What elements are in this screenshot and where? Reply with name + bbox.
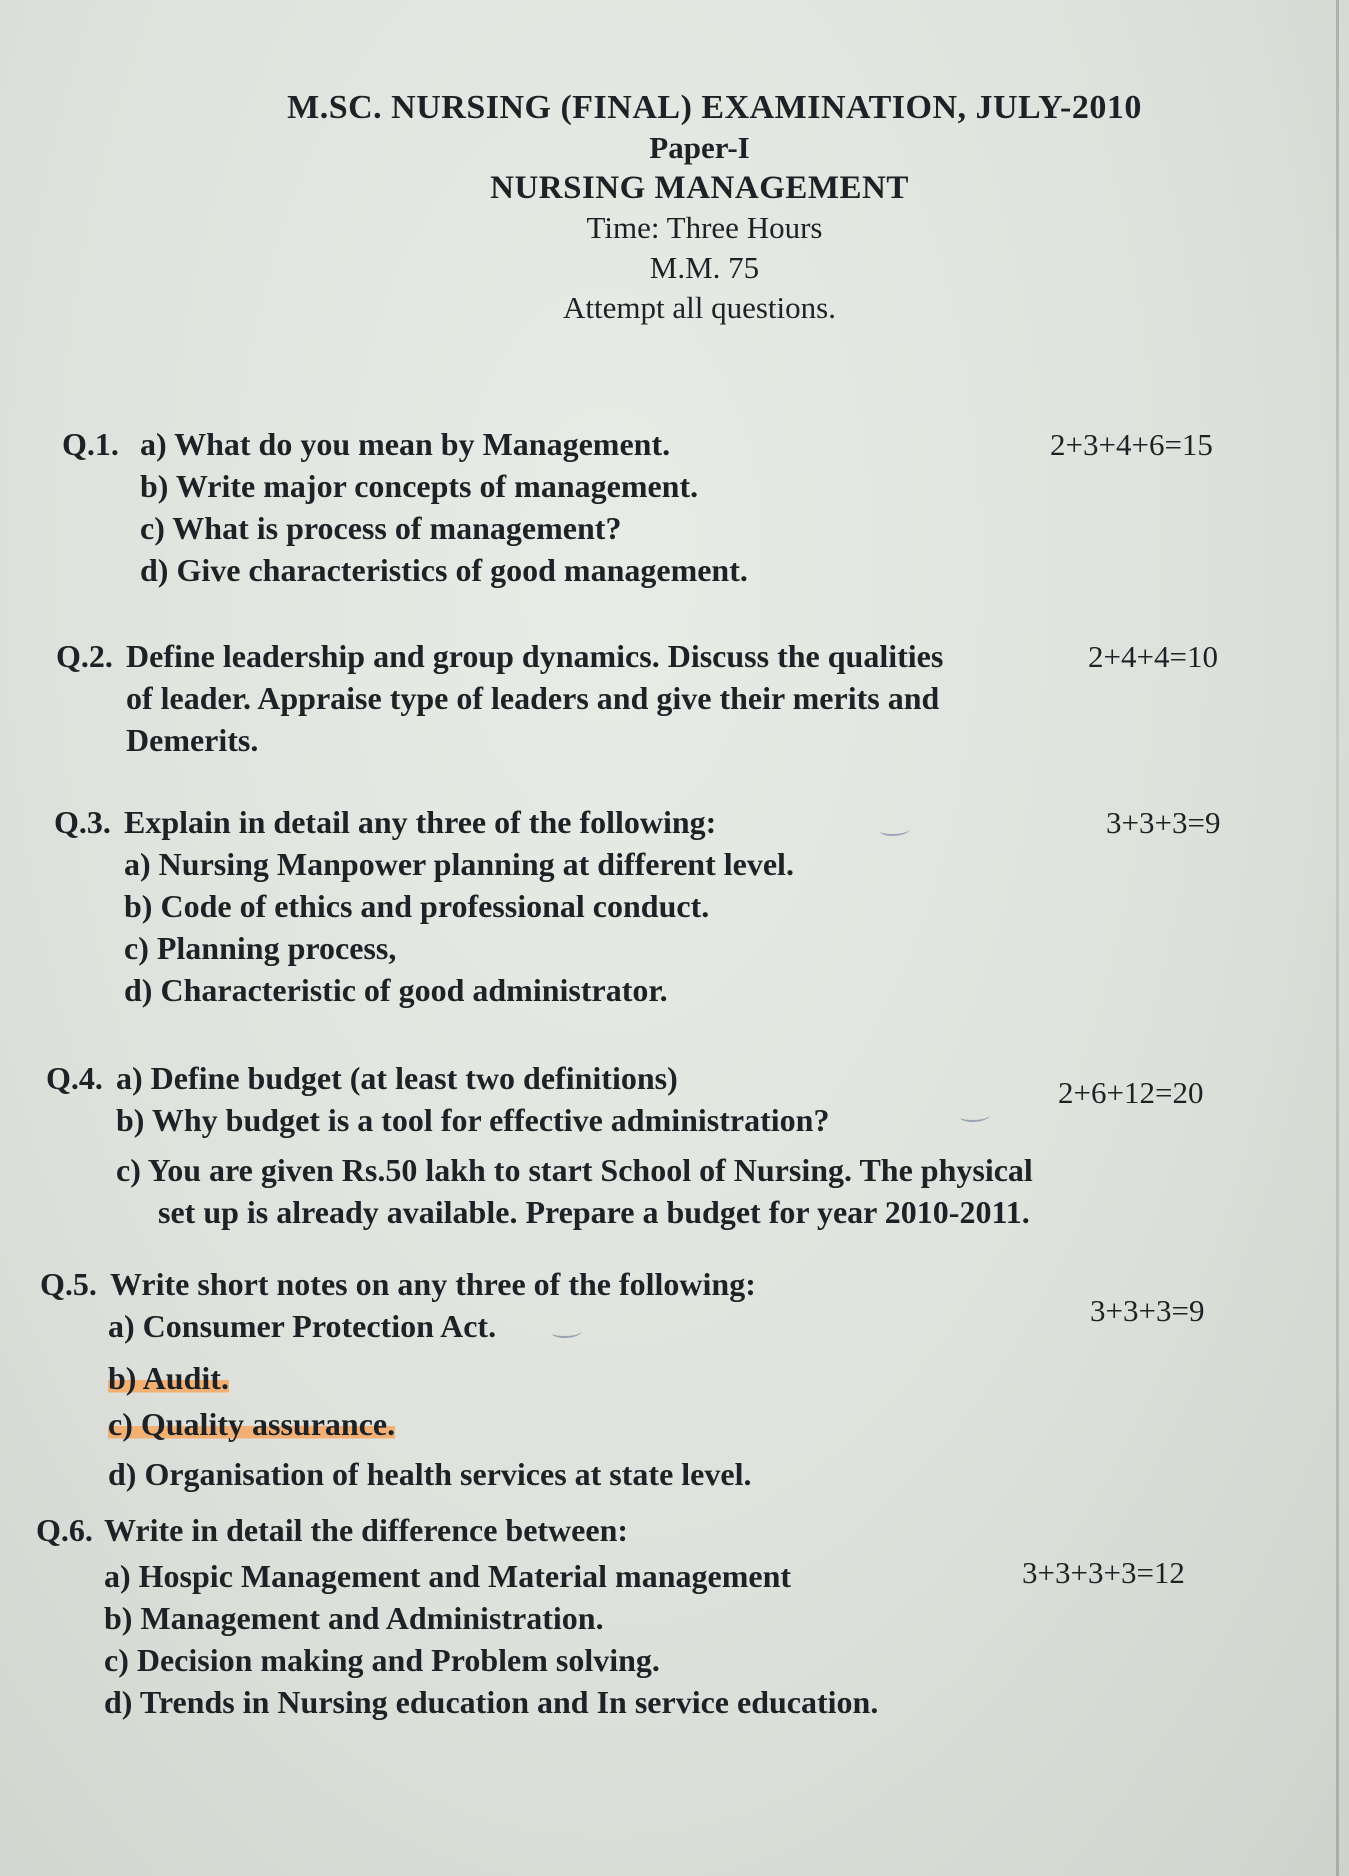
question-number: Q.2. xyxy=(56,638,113,674)
question-number: Q.3. xyxy=(54,804,111,840)
question-number: Q.1. xyxy=(62,426,119,462)
question-marks: 3+3+3+3=12 xyxy=(1022,1555,1185,1590)
question-item-continued: set up is already available. Prepare a budget for year 2010-2011. xyxy=(158,1194,1030,1230)
question-marks: 2+6+12=20 xyxy=(1058,1075,1204,1110)
question-item: d) Give characteristics of good management. xyxy=(140,552,748,588)
question-item: c) Decision making and Problem solving. xyxy=(104,1642,660,1678)
question-item: c) What is process of management? xyxy=(140,510,622,546)
maximum-marks: M.M. 75 xyxy=(649,250,760,285)
question-item: a) Consumer Protection Act. xyxy=(108,1308,497,1344)
pen-tick-mark xyxy=(960,1110,990,1122)
question-item: a) Define budget (at least two definitions) xyxy=(116,1060,678,1096)
question-marks: 3+3+3=9 xyxy=(1090,1293,1205,1328)
question-item: a) What do you mean by Management. xyxy=(140,426,671,462)
question-text: Write short notes on any three of the following: xyxy=(110,1266,756,1302)
question-text-line: Demerits. xyxy=(126,722,259,758)
question-item xyxy=(108,1404,395,1445)
question-number: Q.5. xyxy=(40,1266,97,1302)
subject-title: NURSING MANAGEMENT xyxy=(490,170,909,206)
question-item: c) Planning process, xyxy=(124,930,397,966)
question-item: b) Why budget is a tool for effective administration? xyxy=(116,1102,830,1138)
question-number: Q.4. xyxy=(46,1060,103,1096)
pen-tick-mark xyxy=(552,1326,582,1338)
question-text-line: of leader. Appraise type of leaders and give their merits and xyxy=(126,680,940,716)
exam-title: M.SC. NURSING (FINAL) EXAMINATION, JULY-2010 xyxy=(287,89,1142,126)
pen-tick-mark xyxy=(880,824,910,836)
question-marks: 2+3+4+6=15 xyxy=(1050,427,1213,462)
question-text: Explain in detail any three of the following: xyxy=(124,804,717,840)
question-item: a) Hospic Management and Material management xyxy=(104,1558,792,1594)
question-text-line: Define leadership and group dynamics. Discuss the qualities xyxy=(126,638,944,674)
question-item xyxy=(108,1358,229,1399)
question-marks: 2+4+4=10 xyxy=(1088,639,1218,674)
exam-duration: Time: Three Hours xyxy=(586,210,823,245)
exam-instruction: Attempt all questions. xyxy=(563,290,836,325)
question-item: d) Trends in Nursing education and In service education. xyxy=(104,1684,879,1720)
question-item: b) Write major concepts of management. xyxy=(140,468,699,504)
highlighted-text: b) Audit. xyxy=(108,1360,229,1396)
question-number: Q.6. xyxy=(36,1512,93,1548)
exam-header xyxy=(0,88,1349,328)
question-item: c) You are given Rs.50 lakh to start School of Nursing. The physical xyxy=(116,1152,1033,1188)
question-item: d) Organisation of health services at state level. xyxy=(108,1456,752,1492)
question-item: b) Code of ethics and professional conduct. xyxy=(124,888,710,924)
question-marks: 3+3+3=9 xyxy=(1106,805,1221,840)
question-text: Write in detail the difference between: xyxy=(104,1512,629,1548)
question-item: a) Nursing Manpower planning at different level. xyxy=(124,846,794,882)
highlighted-text: c) Quality assurance. xyxy=(108,1406,396,1442)
paper-number: Paper-I xyxy=(649,130,750,165)
question-item: d) Characteristic of good administrator. xyxy=(124,972,668,1008)
question-item: b) Management and Administration. xyxy=(104,1600,604,1636)
